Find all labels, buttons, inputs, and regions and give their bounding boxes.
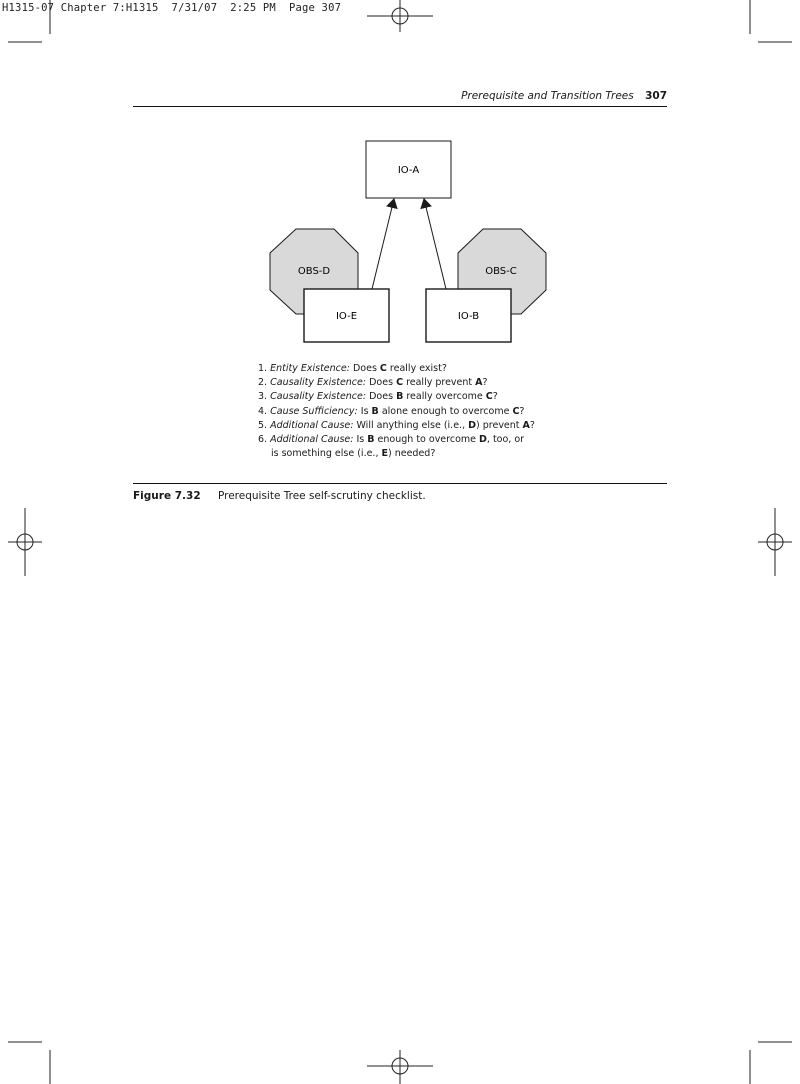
figure-caption-text: Prerequisite Tree self-scrutiny checklist. bbox=[217, 490, 426, 502]
checklist-entity-letter: B bbox=[396, 391, 404, 403]
checklist-term: Causality Existence: bbox=[270, 377, 367, 389]
io-b-label: IO-B bbox=[457, 311, 480, 322]
checklist-text: , too, or bbox=[486, 434, 525, 446]
checklist-number: 3. bbox=[258, 391, 268, 403]
checklist-item bbox=[258, 433, 588, 447]
checklist-entity-letter: E bbox=[381, 448, 388, 460]
checklist-number: 2. bbox=[258, 377, 268, 389]
checklist-term: Cause Sufficiency: bbox=[270, 405, 358, 417]
checklist-number: 5. bbox=[258, 419, 268, 431]
checklist-text: enough to overcome bbox=[374, 434, 480, 446]
caption-rule bbox=[133, 483, 667, 484]
arrow-b-to-a bbox=[424, 199, 446, 289]
checklist-entity-letter: A bbox=[475, 377, 483, 389]
checklist-text: really prevent bbox=[403, 377, 476, 389]
prerequisite-tree-diagram bbox=[0, 0, 800, 360]
self-scrutiny-checklist bbox=[258, 362, 588, 461]
checklist-text: ? bbox=[529, 419, 535, 431]
checklist-text: Is bbox=[356, 434, 368, 446]
io-e-label: IO-E bbox=[335, 311, 358, 322]
checklist-entity-letter: B bbox=[371, 405, 379, 417]
checklist-text: ) prevent bbox=[476, 419, 523, 431]
checklist-text: really exist? bbox=[386, 363, 447, 374]
checklist-item bbox=[258, 447, 588, 461]
checklist-text: really overcome bbox=[403, 391, 486, 403]
checklist-entity-letter: D bbox=[479, 434, 487, 446]
checklist-entity-letter: D bbox=[468, 419, 477, 431]
checklist-text: ? bbox=[519, 405, 525, 417]
print-slug: H1315-07 Chapter 7:H1315 7/31/07 2:25 PM Page 307 bbox=[2, 2, 342, 14]
checklist-term: Additional Cause: bbox=[270, 419, 354, 431]
checklist-number: 6. bbox=[258, 434, 268, 446]
checklist-number: 1. bbox=[258, 363, 268, 374]
checklist-text: ? bbox=[482, 377, 488, 389]
checklist-item bbox=[258, 390, 588, 404]
checklist-text: Will anything else (i.e., bbox=[356, 419, 469, 431]
obs-d-label: OBS-D bbox=[297, 266, 331, 277]
checklist-entity-letter: C bbox=[379, 363, 387, 374]
checklist-number: 4. bbox=[258, 405, 268, 417]
checklist-entity-letter: C bbox=[485, 391, 493, 403]
checklist-text: Is bbox=[360, 405, 372, 417]
checklist-entity-letter: C bbox=[512, 405, 520, 417]
figure-caption bbox=[133, 490, 426, 502]
checklist-text: Does bbox=[352, 363, 380, 374]
obs-c-label: OBS-C bbox=[485, 266, 517, 277]
checklist-text: ) needed? bbox=[388, 448, 436, 460]
checklist-term: Causality Existence: bbox=[270, 391, 367, 403]
checklist-text: ? bbox=[492, 391, 498, 403]
arrow-e-to-a bbox=[372, 199, 394, 289]
checklist-entity-letter: B bbox=[367, 434, 375, 446]
checklist-text: is something else (i.e., bbox=[271, 448, 382, 460]
checklist-term: Entity Existence: bbox=[270, 363, 350, 374]
io-a-label: IO-A bbox=[397, 165, 420, 176]
checklist-text: Does bbox=[369, 391, 397, 403]
figure-label: Figure 7.32 bbox=[133, 490, 201, 502]
checklist-item bbox=[258, 362, 588, 376]
checklist-term: Additional Cause: bbox=[270, 434, 354, 446]
checklist-text: Does bbox=[369, 377, 397, 389]
checklist-text: alone enough to overcome bbox=[378, 405, 513, 417]
checklist-entity-letter: C bbox=[396, 377, 404, 389]
checklist-item bbox=[258, 376, 588, 390]
checklist-item bbox=[258, 405, 588, 419]
checklist-item bbox=[258, 419, 588, 433]
checklist-entity-letter: A bbox=[522, 419, 530, 431]
running-head-title: Prerequisite and Transition Trees bbox=[461, 90, 634, 102]
page-number: 307 bbox=[645, 90, 667, 102]
